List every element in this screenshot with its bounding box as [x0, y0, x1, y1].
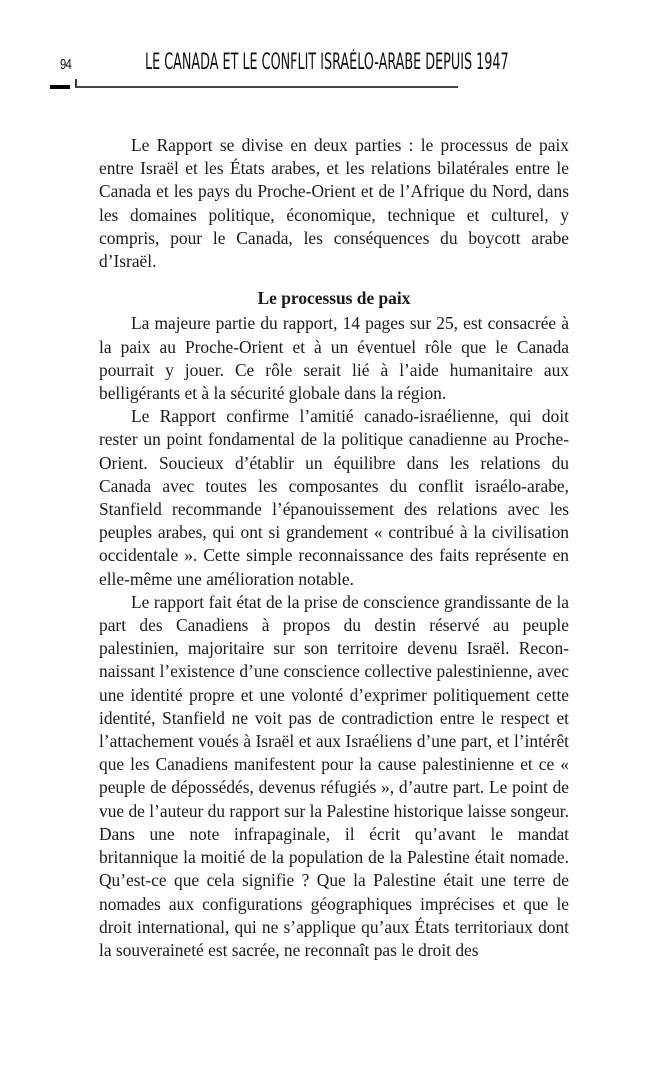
header-rule: [75, 86, 458, 88]
page-body: [99, 134, 569, 962]
header-rule-accent: [50, 85, 70, 89]
paragraph: Le Rapport confirme l’amitié canado-israélienne, qui doit rester un point fondamental de la politique canadienne au Proche-Orient. Soucieux d’établir un équilibre dans les relations du Canada avec toutes les composantes du conflit israélo-arabe, Stanfield recommande l’épanouissement des relations avec les peuples arabes, qui ont si grandement « contribué à la civilisation occidentale ». Cette simple reconnaissance des faits représente en elle-même une amélioration notable.: [99, 406, 569, 589]
page-number: 94: [60, 56, 72, 73]
paragraph-intro: Le Rapport se divise en deux parties : le processus de paix entre Israël et les États arabes, et les relations bilatérales entre le Canada et les pays du Proche-Orient et de l’Afrique du Nord, dans les domaines politique, économique, technique et culturel, y compris, pour le Canada, les conséquences du boycott arabe d’Israël.: [99, 135, 569, 272]
section-heading: Le processus de paix: [257, 288, 411, 309]
paragraph: Le rapport fait état de la prise de conscience grandissante de la part des Canadiens à propos du destin réservé au peuple palestinien, majoritaire sur son territoire devenu Israël. Reconnaissant l’existence d’une conscience collective palestinienne, avec une identité propre et une volonté d’exprimer politiquement cette identité, Stanfield ne voit pas de contradiction entre le respect et l’attachement voués à Israël et aux Israéliens d’une part, et l’intérêt que les Canadiens manifestent pour la cause palestinienne et ce « peuple de dépossédés, devenus réfugiés », d’autre part. Le point de vue de l’auteur du rapport sur la Palestine historique laisse songeur. Dans une note infrapaginale, il écrit qu’avant le mandat britannique la moitié de la population de la Palestine était nomade. Qu’est-ce que cela signifie ? Que la Palestine était une terre de nomades aux configurations géographiques imprécises et que le droit international, qui ne s’applique qu’aux États territoriaux dont la souveraineté est sacrée, ne reconnaît pas le droit des: [99, 591, 569, 960]
paragraph: La majeure partie du rapport, 14 pages sur 25, est consacrée à la paix au Proche-Orient et à un éventuel rôle que le Canada pourrait y jouer. Ce rôle serait lié à l’aide humanitaire aux belligérants et à la sécurité globale dans la région.: [99, 313, 569, 404]
running-title: LE CANADA ET LE CONFLIT ISRAÉLO-ARABE DEPUIS 1947: [145, 50, 509, 75]
page-header: [0, 0, 650, 100]
